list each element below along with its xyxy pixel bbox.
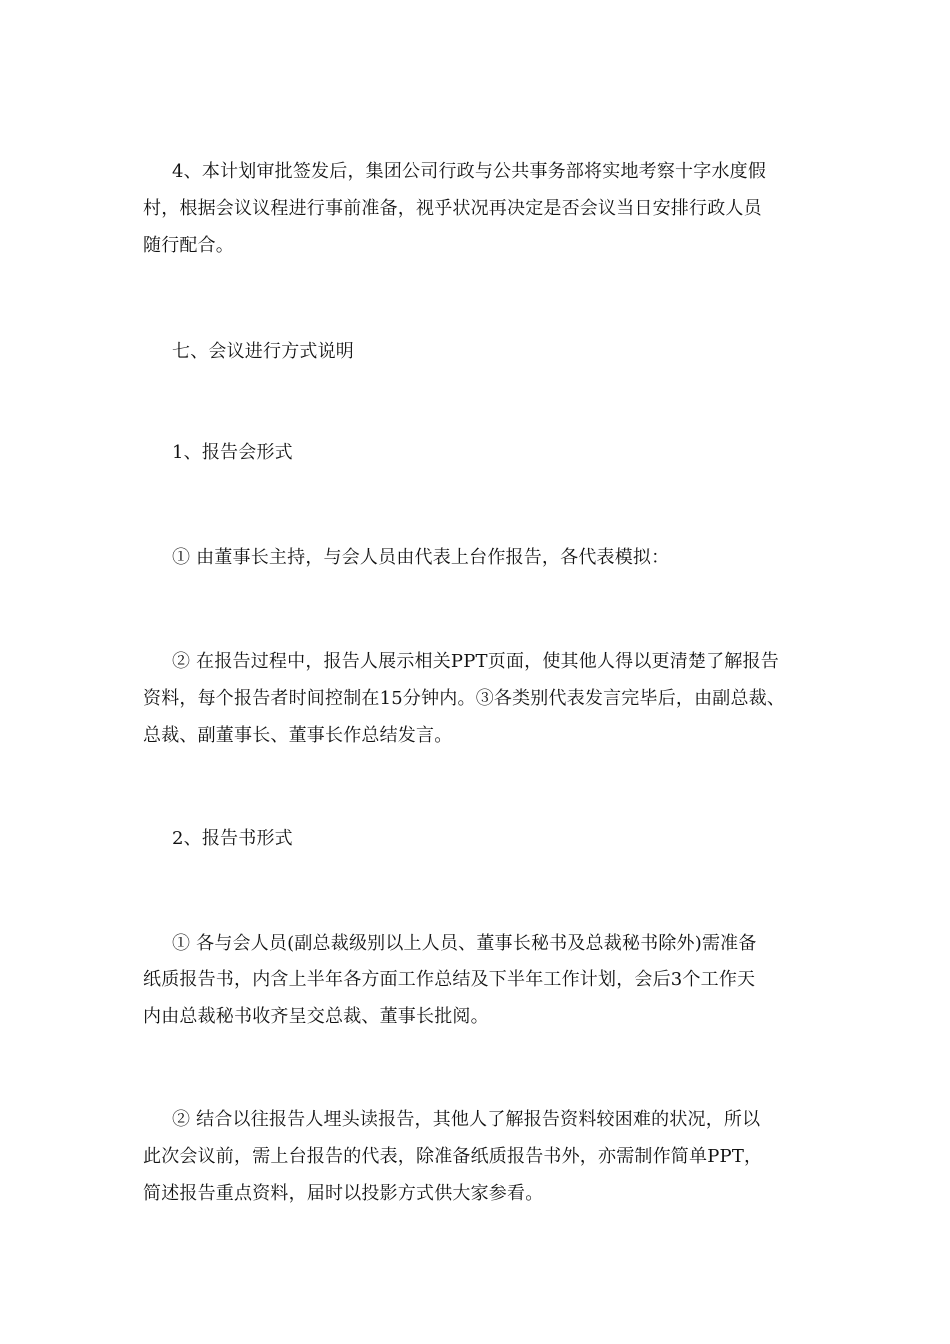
item-2-1-line-1: ① 各与会人员(副总裁级别以上人员、董事长秘书及总裁秘书除外)需准备: [172, 933, 757, 954]
subheading-2: 2、报告书形式: [172, 828, 293, 849]
section-heading-7: 七、会议进行方式说明: [172, 341, 354, 362]
item-2-1-line-2: 纸质报告书，内含上半年各方面工作总结及下半年工作计划，会后3个工作天: [143, 969, 756, 990]
paragraph-4-line-3: 随行配合。: [143, 235, 234, 256]
item-1-2-line-1: ② 在报告过程中，报告人展示相关PPT页面，使其他人得以更清楚了解报告: [172, 651, 779, 672]
item-1-2-line-2: 资料，每个报告者时间控制在15分钟内。③各类别代表发言完毕后，由副总裁、: [143, 688, 786, 709]
item-1-2-line-3: 总裁、副董事长、董事长作总结发言。: [143, 725, 453, 746]
item-2-2-line-1: ② 结合以往报告人埋头读报告，其他人了解报告资料较困难的状况，所以: [172, 1109, 761, 1130]
subheading-1: 1、报告会形式: [172, 442, 293, 463]
item-1-1-line-1: ① 由董事长主持，与会人员由代表上台作报告，各代表模拟：: [172, 547, 670, 568]
item-2-2-line-3: 简述报告重点资料，届时以投影方式供大家参看。: [143, 1183, 544, 1204]
item-2-2-line-2: 此次会议前，需上台报告的代表，除准备纸质报告书外，亦需制作简单PPT，: [143, 1146, 763, 1167]
paragraph-4-line-2: 村，根据会议议程进行事前准备，视乎状况再决定是否会议当日安排行政人员: [143, 198, 762, 219]
paragraph-4-line-1: 4、本计划审批签发后，集团公司行政与公共事务部将实地考察十字水度假: [172, 161, 767, 182]
item-2-1-line-3: 内由总裁秘书收齐呈交总裁、董事长批阅。: [143, 1006, 489, 1027]
